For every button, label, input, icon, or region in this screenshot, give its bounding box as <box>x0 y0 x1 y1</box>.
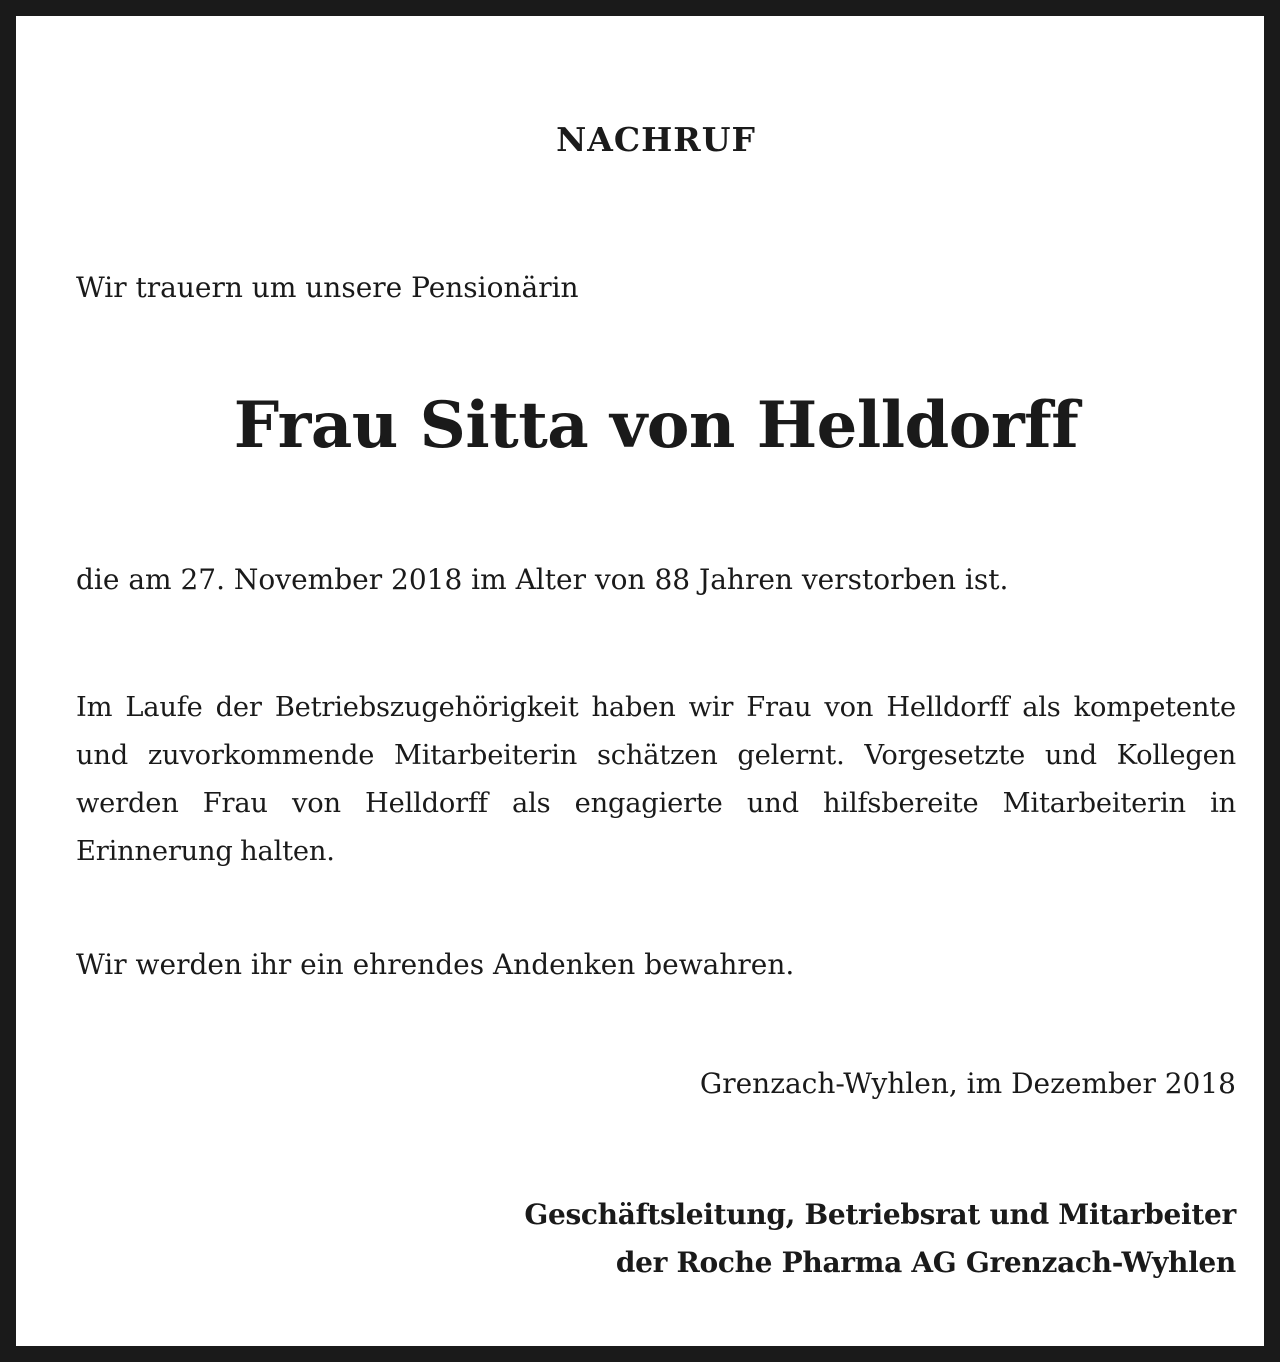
closing-line: Wir werden ihr ein ehrendes Andenken bewahren. <box>76 948 795 981</box>
intro-line: Wir trauern um unsere Pensionärin <box>76 271 579 304</box>
tribute-paragraph: Im Laufe der Betriebszugehörigkeit haben wir Frau von Helldorff als kompetente und zuvorkommende Mitarbeiterin schätzen gelernt. Vorgesetzte und Kollegen werden Frau von Helldorff als engagierte und hilfsbereite Mitarbeiterin in Erinnerung halten. <box>76 692 1236 867</box>
notice-heading: NACHRUF <box>556 120 756 159</box>
signature-line-2: der Roche Pharma AG Grenzach-Wyhlen <box>615 1246 1236 1279</box>
death-line: die am 27. November 2018 im Alter von 88 Jahren verstorben ist. <box>76 563 1009 596</box>
deceased-name: Frau Sitta von Helldorff <box>233 388 1079 463</box>
signature-line-1: Geschäftsleitung, Betriebsrat und Mitarbeiter <box>524 1198 1236 1231</box>
signature-block <box>76 1191 1236 1287</box>
place-date: Grenzach-Wyhlen, im Dezember 2018 <box>699 1067 1236 1100</box>
